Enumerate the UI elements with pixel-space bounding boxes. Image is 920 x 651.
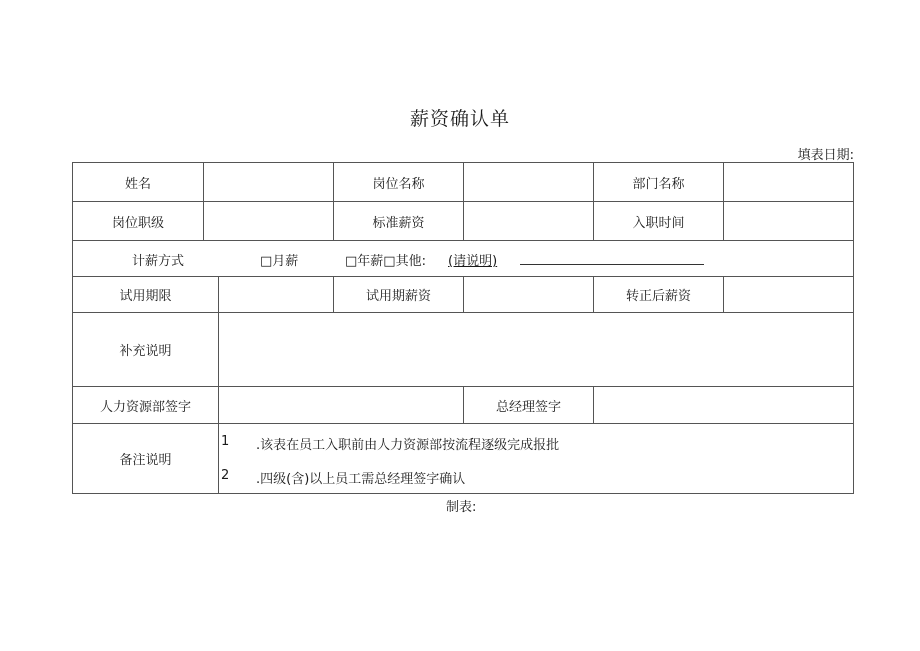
explain-fill-line[interactable] [520, 264, 704, 265]
value-regular-salary[interactable] [723, 276, 854, 313]
option-yearly-other-checkbox[interactable]: □年薪□其他: [345, 254, 426, 269]
label-probation-period: 试用期限 [72, 276, 219, 313]
value-hr-signature[interactable] [218, 386, 464, 424]
label-remarks: 备注说明 [72, 423, 219, 494]
label-gm-signature: 总经理签字 [463, 386, 594, 424]
label-dept-name: 部门名称 [593, 162, 724, 202]
value-standard-salary[interactable] [463, 201, 594, 241]
value-probation-period[interactable] [218, 276, 334, 313]
value-probation-salary[interactable] [463, 276, 594, 313]
value-position-level[interactable] [203, 201, 334, 241]
value-entry-time[interactable] [723, 201, 854, 241]
explain-hint: (请说明) [448, 254, 498, 269]
value-position-name[interactable] [463, 162, 594, 202]
label-entry-time: 入职时间 [593, 201, 724, 241]
value-gm-signature[interactable] [593, 386, 854, 424]
value-dept-name[interactable] [723, 162, 854, 202]
label-standard-salary: 标准薪资 [333, 201, 464, 241]
label-hr-signature: 人力资源部签字 [72, 386, 219, 424]
form-title: 薪资确认单 [409, 108, 510, 130]
label-name: 姓名 [72, 162, 204, 202]
prepared-by-label: 制表: [446, 500, 477, 515]
fill-date-label: 填表日期: [797, 148, 854, 163]
label-position-level: 岗位职级 [72, 201, 204, 241]
remark-2-text: .四级(含)以上员工需总经理签字确认 [256, 472, 466, 487]
label-supplement: 补充说明 [72, 312, 219, 387]
option-monthly-checkbox[interactable]: □月薪 [260, 254, 299, 269]
remark-2-number: 2 [221, 468, 230, 483]
value-name[interactable] [203, 162, 334, 202]
remark-1-text: .该表在员工入职前由人力资源部按流程逐级完成报批 [256, 438, 560, 453]
label-probation-salary: 试用期薪资 [333, 276, 464, 313]
label-regular-salary: 转正后薪资 [593, 276, 724, 313]
label-position-name: 岗位名称 [333, 162, 464, 202]
label-salary-method: 计薪方式 [132, 254, 185, 269]
remark-1-number: 1 [221, 434, 230, 449]
value-supplement[interactable] [218, 312, 854, 387]
